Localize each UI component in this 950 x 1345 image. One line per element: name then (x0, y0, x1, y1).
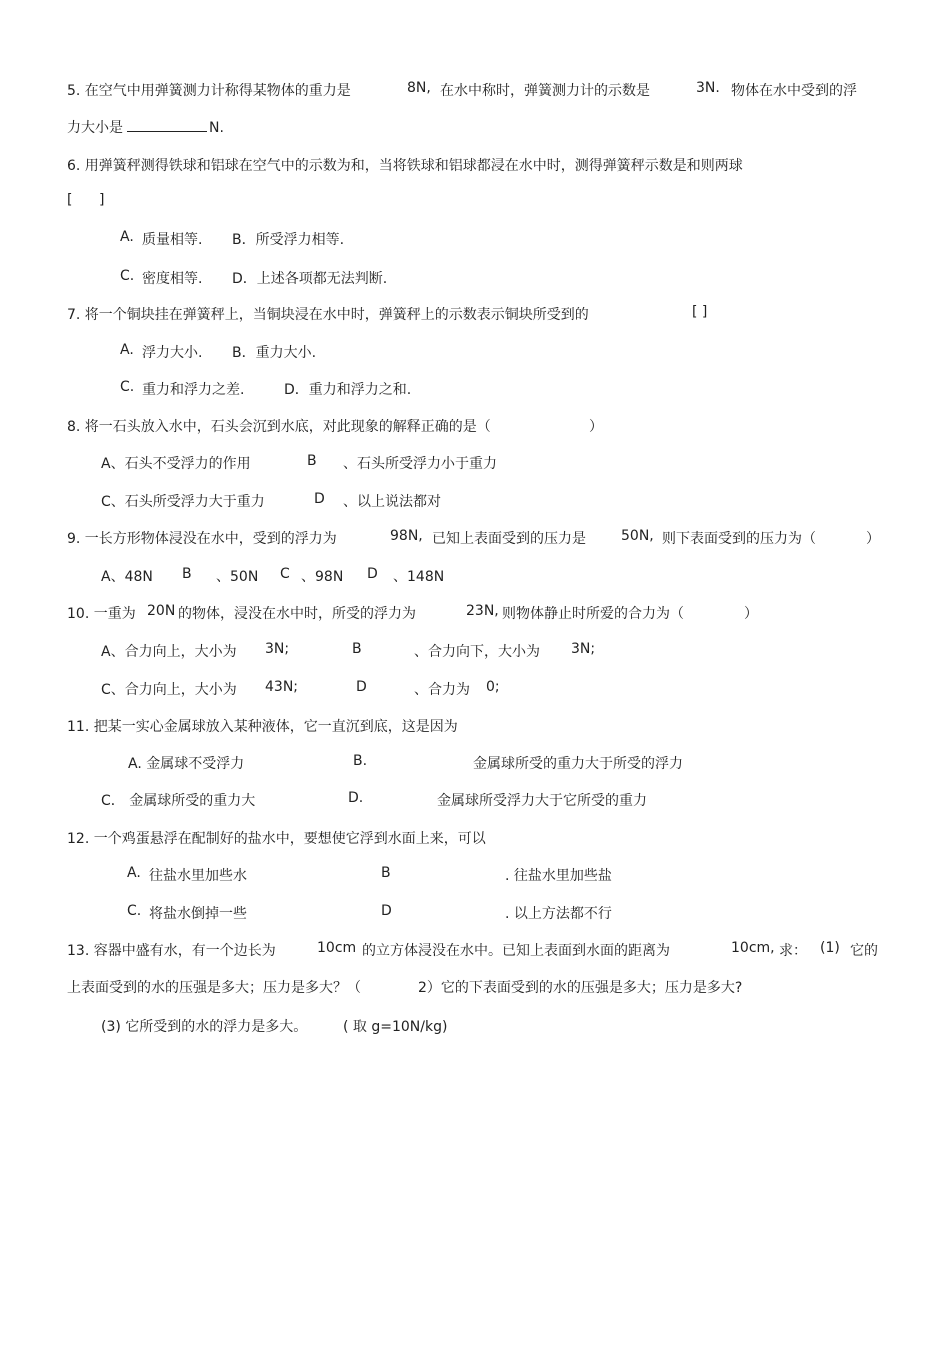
q10-text-2: 20N (147, 603, 176, 619)
q10-text-3: 的物体，浸没在水中时，所受的浮力为 (178, 606, 416, 622)
q7-bracket: [ ] (692, 304, 708, 320)
q13-text-2: 10cm (317, 940, 357, 956)
q10-option-c-value: 43N; (265, 679, 299, 695)
q7-option-c: 重力和浮力之差. (142, 382, 245, 398)
q10-option-d: 、合力为 (414, 682, 470, 698)
q9-option-c: 、98N (301, 569, 344, 585)
q12-option-b-letter: B (381, 865, 391, 881)
q5-text-4: 3N. (696, 80, 720, 96)
q13-text-5: 求： (779, 943, 807, 959)
q12-option-c-letter: C. (127, 903, 142, 919)
q6-option-c: 密度相等. (142, 271, 203, 287)
q7-option-a: 浮力大小. (142, 345, 203, 361)
q13-text-7: 它的 (850, 943, 878, 959)
q8-option-a: A、石头不受浮力的作用 (101, 456, 251, 472)
q13-line3-part2: ( 取 g=10N/kg) (343, 1019, 448, 1035)
q13-text-3: 的立方体浸没在水中。已知上表面到水面的距离为 (362, 943, 670, 959)
q10-option-d-value: 0; (486, 679, 500, 695)
q12-option-d-letter: D (381, 903, 392, 919)
q12-option-a-letter: A. (127, 865, 141, 881)
q7-option-c-letter: C. (120, 379, 135, 395)
q10-text-1: 10. 一重为 (67, 606, 136, 622)
q5-answer-blank[interactable] (127, 117, 207, 132)
q11-option-a: A. 金属球不受浮力 (128, 756, 245, 772)
q12-option-b: . 往盐水里加些盐 (505, 868, 612, 884)
q11-option-b: 金属球所受的重力大于所受的浮力 (473, 756, 683, 772)
q11-option-c: C． 金属球所受的重力大 (101, 793, 256, 809)
q5-text-1: 5. 在空气中用弹簧测力计称得某物体的重力是 (67, 83, 351, 99)
q12-stem: 12. 一个鸡蛋悬浮在配制好的盐水中，要想使它浮到水面上来，可以 (67, 831, 486, 847)
q9-option-d-letter: D (367, 566, 378, 582)
q10-option-d-letter: D (356, 679, 367, 695)
q13-line2-part2: 2）它的下表面受到的水的压强是多大；压力是多大? (418, 980, 743, 996)
q5-text-3: 在水中称时，弹簧测力计的示数是 (440, 83, 650, 99)
q10-option-b-value: 3N; (571, 641, 596, 657)
q11-option-d: 金属球所受浮力大于它所受的重力 (437, 793, 647, 809)
q9-text-1: 9. 一长方形物体浸没在水中，受到的浮力为 (67, 531, 337, 547)
q12-option-d: . 以上方法都不行 (505, 906, 612, 922)
q6-option-d: D．上述各项都无法判断. (232, 271, 388, 287)
q7-option-d: D．重力和浮力之和. (284, 382, 412, 398)
q10-text-6: ） (744, 606, 758, 622)
q5-text-2: 8N, (407, 80, 431, 96)
q10-option-a: A、合力向上，大小为 (101, 644, 237, 660)
q9-text-5: 则下表面受到的压力为（ (662, 531, 816, 547)
q11-option-d-letter: D. (348, 790, 364, 806)
q6-bracket-open: [ (67, 192, 73, 208)
q10-text-4: 23N, (466, 603, 499, 619)
q11-stem: 11. 把某一实心金属球放入某种液体，它一直沉到底，这是因为 (67, 719, 458, 735)
q8-close-paren: ） (589, 419, 603, 435)
q9-option-d: 、148N (393, 569, 445, 585)
q9-option-a: A、48N (101, 569, 153, 585)
q5-unit: N. (209, 120, 224, 136)
q13-line2-part1: 上表面受到的水的压强是多大；压力是多大？（ (67, 980, 361, 996)
q9-text-6: ） (866, 531, 880, 547)
q9-text-3: 已知上表面受到的压力是 (432, 531, 586, 547)
q6-option-a: 质量相等. (142, 232, 203, 248)
q10-option-b: 、合力向下，大小为 (414, 644, 540, 660)
q8-stem: 8. 将一石头放入水中，石头会沉到水底，对此现象的解释正确的是（ (67, 419, 491, 435)
q9-text-2: 98N, (390, 528, 423, 544)
q13-text-4: 10cm, (731, 940, 775, 956)
q6-option-c-letter: C. (120, 268, 135, 284)
q8-option-b: 、石头所受浮力小于重力 (343, 456, 497, 472)
q10-option-b-letter: B (352, 641, 362, 657)
q10-text-5: 则物体静止时所爱的合力为（ (502, 606, 684, 622)
q13-text-6: (1) (820, 940, 840, 956)
q13-line3-part1: (3) 它所受到的水的浮力是多大。 (101, 1019, 308, 1035)
q5-text-6 (67, 117, 224, 137)
q11-option-b-letter: B. (353, 753, 368, 769)
q12-option-c: 将盐水倒掉一些 (149, 906, 247, 922)
q5-line2-label: 力大小是 (67, 120, 123, 136)
q8-option-c: C、石头所受浮力大于重力 (101, 494, 265, 510)
q6-option-a-letter: A. (120, 229, 134, 245)
q13-text-1: 13. 容器中盛有水，有一个边长为 (67, 943, 276, 959)
q8-option-d-letter: D (314, 491, 325, 507)
q7-option-b: B．重力大小. (232, 345, 317, 361)
q7-stem: 7. 将一个铜块挂在弹簧秤上，当铜块浸在水中时，弹簧秤上的示数表示铜块所受到的 (67, 307, 589, 323)
q9-option-b-letter: B (182, 566, 192, 582)
q9-text-4: 50N, (621, 528, 654, 544)
q8-option-b-letter: B (307, 453, 317, 469)
q7-option-a-letter: A. (120, 342, 134, 358)
q5-text-5: 物体在水中受到的浮 (731, 83, 857, 99)
q6-option-b: B．所受浮力相等. (232, 232, 345, 248)
q8-option-d: 、以上说法都对 (343, 494, 441, 510)
q12-option-a: 往盐水里加些水 (149, 868, 247, 884)
q6-bracket-close: ] (99, 192, 105, 208)
q10-option-c: C、合力向上，大小为 (101, 682, 237, 698)
q9-option-c-letter: C (280, 566, 290, 582)
q10-option-a-value: 3N; (265, 641, 290, 657)
q9-option-b: 、50N (216, 569, 259, 585)
q6-stem: 6. 用弹簧秤测得铁球和铝球在空气中的示数为和，当将铁球和铝球都浸在水中时，测得弹簧秤示数是和则两球 (67, 158, 743, 174)
